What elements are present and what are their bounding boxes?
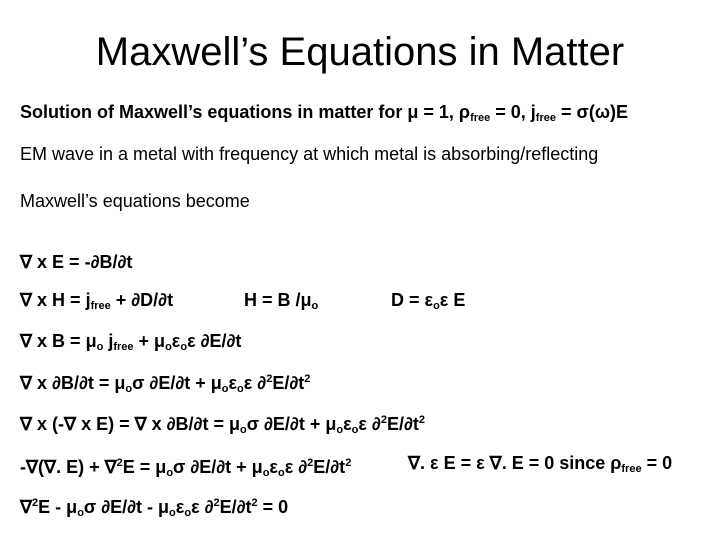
eq-part: ε xyxy=(175,497,185,517)
sub: o xyxy=(262,467,270,479)
eq-divergence xyxy=(408,452,672,480)
sub: o xyxy=(239,424,247,436)
sub: o xyxy=(184,507,192,519)
eq-curl-dBdt xyxy=(20,368,310,400)
eq-part: E = μ xyxy=(122,457,167,477)
eq-part: = 0 xyxy=(641,453,673,473)
sub: o xyxy=(433,300,440,312)
eq-part: + μ xyxy=(133,331,166,351)
eq-part: ε xyxy=(228,373,238,393)
eq-part: D = ε xyxy=(391,290,434,310)
sub: o xyxy=(169,507,176,519)
eq-H xyxy=(244,289,318,317)
intro-eq2: = 0, xyxy=(490,102,531,122)
eq-part: E/∂t xyxy=(313,457,346,477)
eq-part: ε xyxy=(171,331,181,351)
eq-curlB xyxy=(20,330,241,358)
eq-part: σ ∂E/∂t - μ xyxy=(83,497,170,517)
sub: o xyxy=(96,341,104,353)
eq-ampere xyxy=(20,289,173,317)
intro-eq1: = 1, xyxy=(418,102,459,122)
intro-eq3: = xyxy=(555,102,577,122)
eq-part: ε xyxy=(343,414,352,434)
eq-part: ε ∂ xyxy=(358,414,381,434)
eq-part: ε E xyxy=(439,290,466,310)
eq-part: + ∂D/∂t xyxy=(110,290,174,310)
eq-part: ∇. ε E = ε ∇. E = 0 since ρ xyxy=(408,453,622,473)
eq-final xyxy=(20,492,288,524)
sub: free xyxy=(90,300,111,312)
sigma-symbol: σ xyxy=(576,102,589,122)
eq-curl-curl xyxy=(20,409,425,441)
eq-part: ε ∂ xyxy=(191,497,214,517)
sub: free xyxy=(113,341,134,353)
E-symbol: E xyxy=(616,102,629,122)
slide-title: Maxwell’s Equations in Matter xyxy=(95,30,625,74)
eq-part: σ ∂E/∂t + μ xyxy=(173,457,263,477)
eq-part: j xyxy=(103,331,114,351)
rho-symbol: ρ xyxy=(458,102,471,122)
sub-free: free xyxy=(470,112,491,124)
metal-line: EM wave in a metal with frequency at which metal is absorbing/reflecting xyxy=(20,144,599,164)
eq-part: ∇ x B = μ xyxy=(20,331,97,351)
sub: free xyxy=(621,463,642,475)
sup: 2 xyxy=(380,414,387,426)
become-line: Maxwell’s equations become xyxy=(20,191,250,211)
eq-part: ∇ x (-∇ x E) = ∇ x ∂B/∂t = μ xyxy=(20,414,240,434)
sub-free: free xyxy=(535,112,556,124)
eq-part: = 0 xyxy=(257,497,289,517)
eq-part: ∇ x H = j xyxy=(20,290,91,310)
intro-line xyxy=(20,101,628,129)
sub: o xyxy=(311,300,319,312)
sub: o xyxy=(221,383,229,395)
eq-expand xyxy=(20,452,351,484)
sup: 2 xyxy=(116,457,123,469)
sup: 2 xyxy=(213,497,220,509)
sub: o xyxy=(166,467,174,479)
sup: 2 xyxy=(32,497,39,509)
eq-part: σ ∂E/∂t + μ xyxy=(246,414,337,434)
sub: o xyxy=(336,424,344,436)
sub: o xyxy=(125,383,133,395)
eq-part: E/∂t xyxy=(272,373,305,393)
sup: 2 xyxy=(418,414,425,426)
sub: o xyxy=(180,341,188,353)
eq-D xyxy=(391,289,465,317)
eq-part: σ ∂E/∂t + μ xyxy=(132,373,222,393)
eq-part: E/∂t xyxy=(219,497,252,517)
sup: 2 xyxy=(266,373,273,385)
sub: o xyxy=(165,341,172,353)
sup: 2 xyxy=(304,373,311,385)
omega-paren: (ω) xyxy=(588,102,617,122)
sub: o xyxy=(237,383,244,395)
sup: 2 xyxy=(345,457,352,469)
sup: 2 xyxy=(251,497,258,509)
eq-part: E/∂t xyxy=(386,414,419,434)
sup: 2 xyxy=(307,457,314,469)
sub: o xyxy=(277,467,285,479)
eq-part: ε ∂ xyxy=(243,373,267,393)
eq-part: ∇ xyxy=(20,497,33,517)
eq-part: E - μ xyxy=(38,497,78,517)
sub: o xyxy=(77,507,84,519)
eq-part: ε xyxy=(269,457,278,477)
intro-text: Solution of Maxwell’s equations in matter for xyxy=(20,102,408,122)
eq-faraday: ∇ x E = -∂B/∂t xyxy=(20,252,133,272)
eq-part: -∇(∇. E) + ∇ xyxy=(20,457,117,477)
mu-symbol: μ xyxy=(407,102,419,122)
eq-part: ε ∂E/∂t xyxy=(187,331,242,351)
sub: o xyxy=(351,424,359,436)
eq-part: ∇ x ∂B/∂t = μ xyxy=(20,373,126,393)
eq-part: ε ∂ xyxy=(284,457,308,477)
eq-part: H = B /μ xyxy=(244,290,312,310)
j-symbol: j xyxy=(530,102,536,122)
